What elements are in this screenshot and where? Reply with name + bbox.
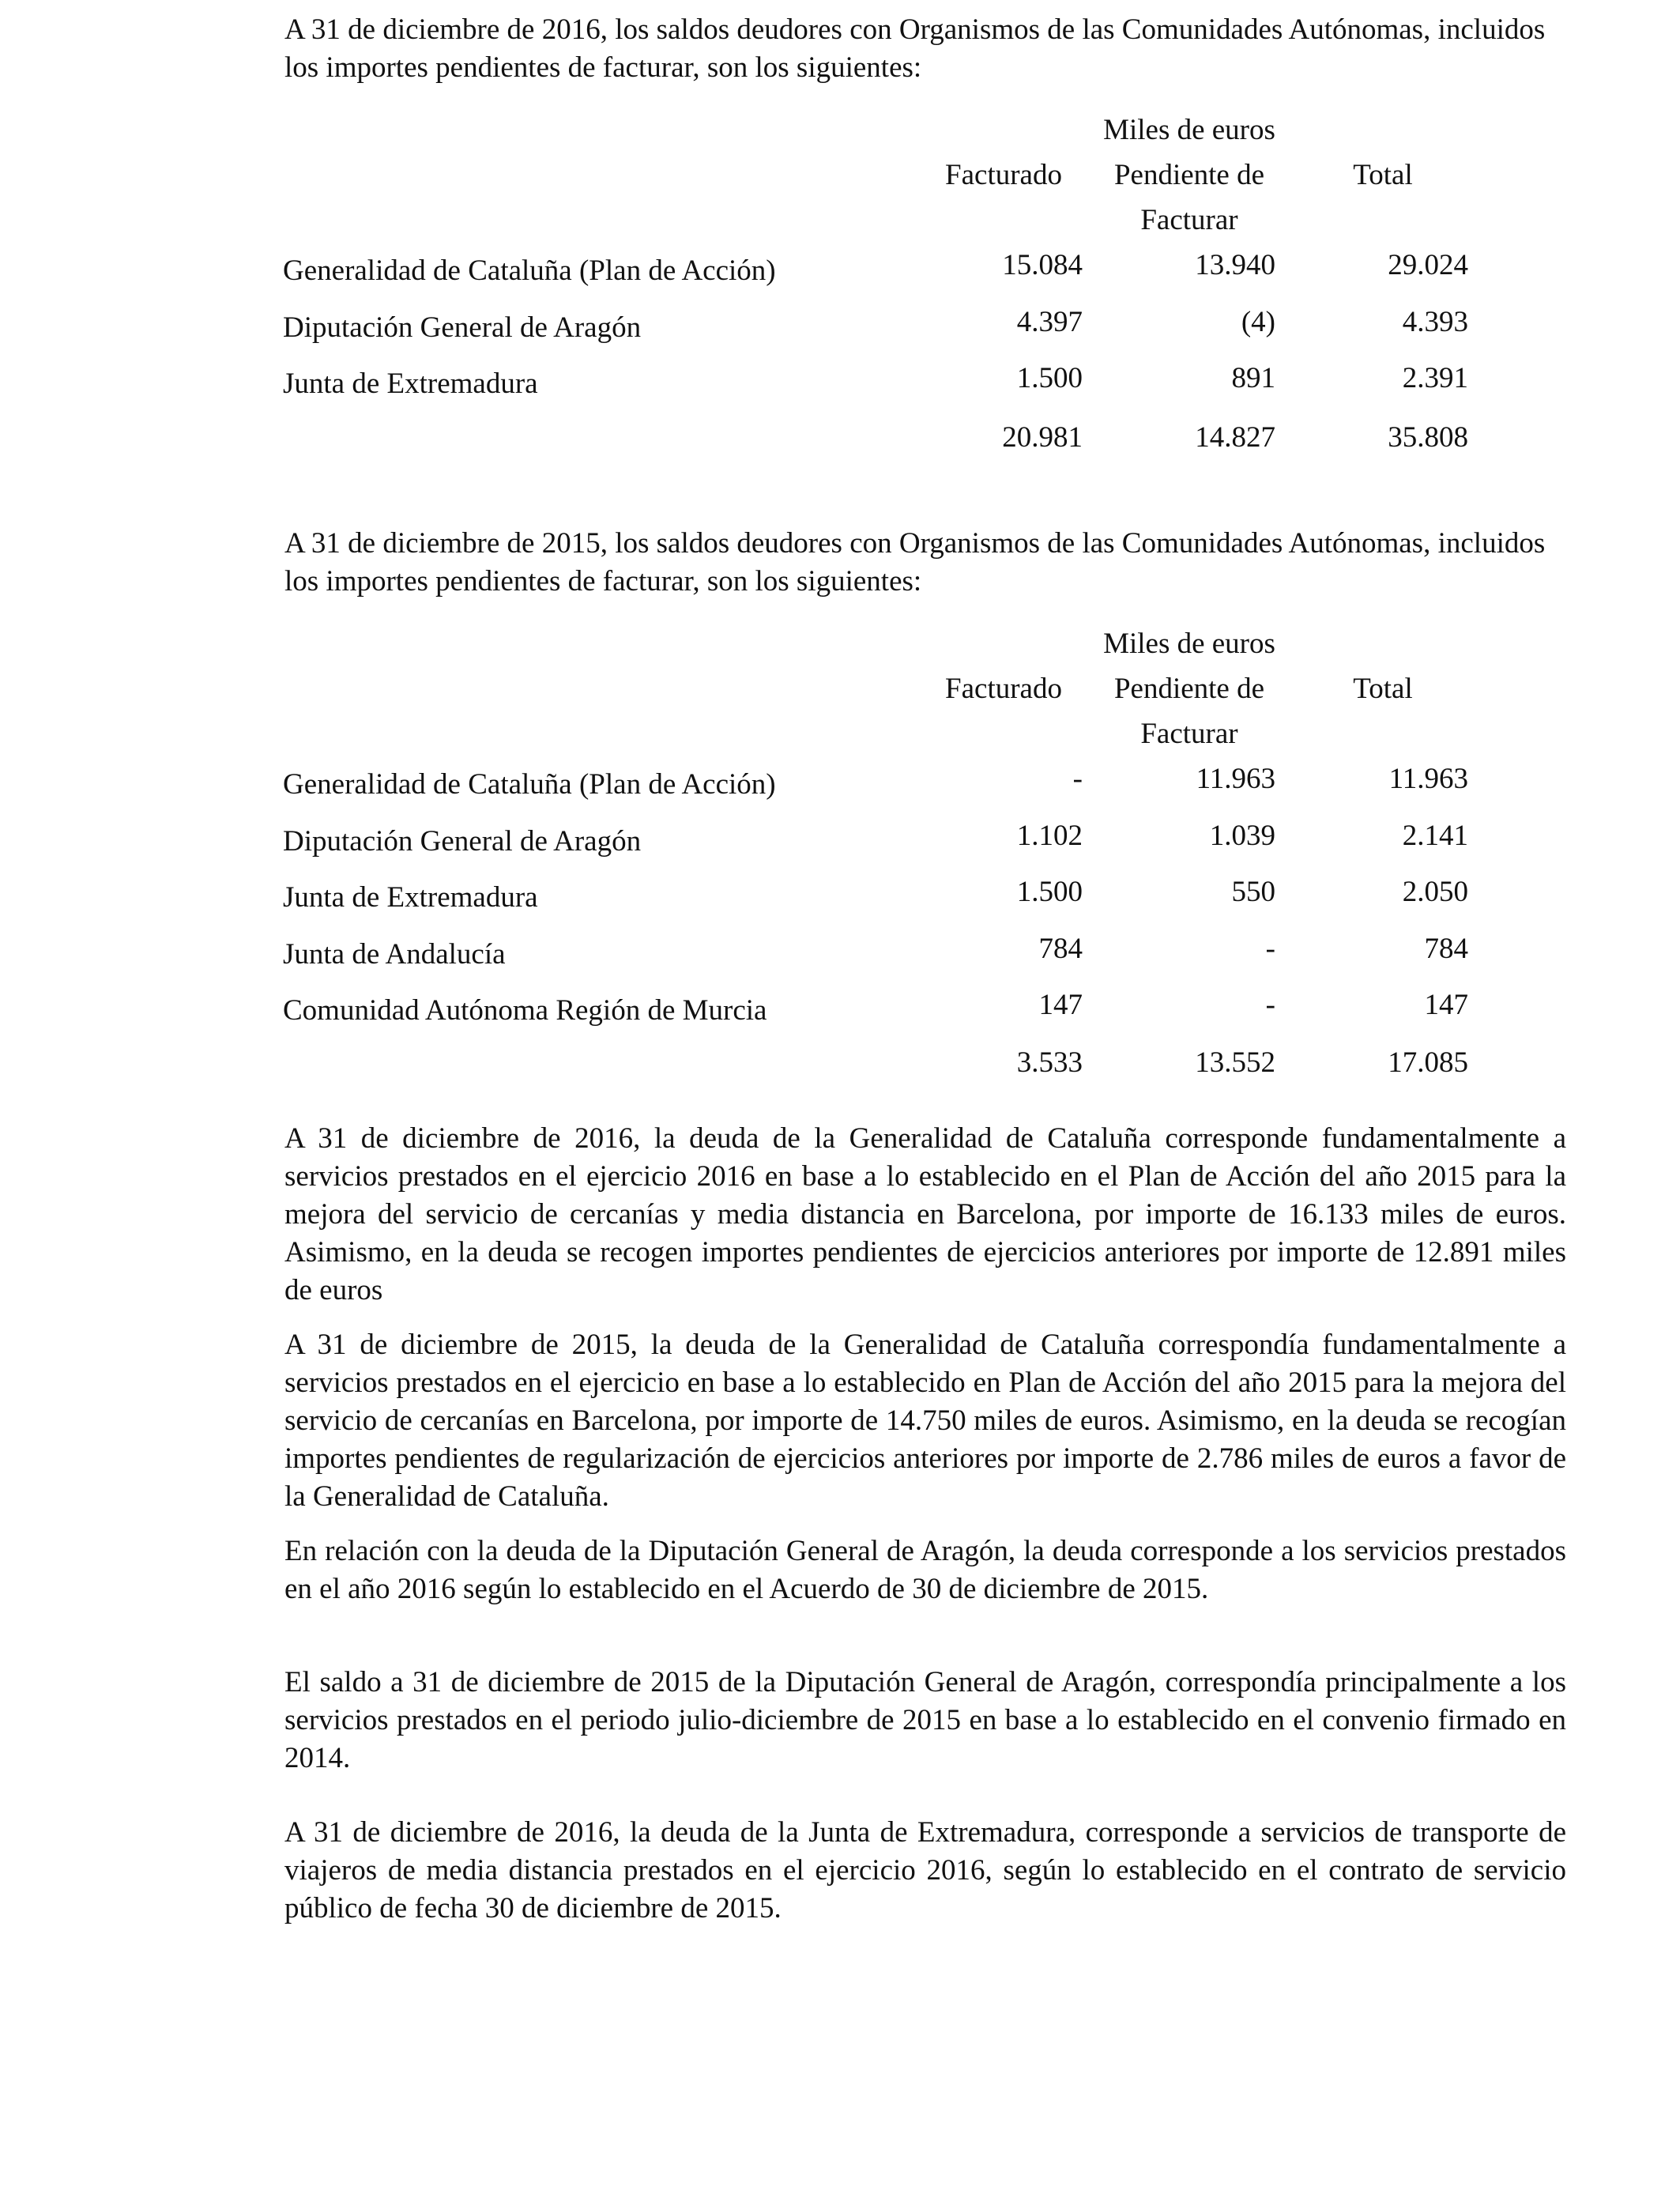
table-cell-pendiente: (4) [1241,306,1275,338]
table-row-entity: Generalidad de Cataluña (Plan de Acción) [283,254,776,287]
table-total-total: 35.808 [1388,421,1468,454]
table-cell-total: 11.963 [1388,763,1468,795]
table-cell-pendiente: 1.039 [1209,820,1275,852]
table-total-facturado: 20.981 [1002,421,1083,454]
table-row-entity: Comunidad Autónoma Región de Murcia [283,994,767,1027]
table-cell-pendiente: 891 [1231,362,1275,394]
intro-2016: A 31 de diciembre de 2016, los saldos deudores con Organismos de las Comunidades Autónomas, incluidos los importes pendientes de facturar, son los siguientes: [284,13,1546,84]
header-unit: Miles de euros [1103,628,1275,660]
table-row-entity: Generalidad de Cataluña (Plan de Acción) [283,768,776,801]
table-row-entity: Diputación General de Aragón [283,311,642,344]
table-cell-facturado: 15.084 [1002,249,1083,281]
paragraph-cataluna-2016: A 31 de diciembre de 2016, la deuda de la Generalidad de Cataluña corresponde fundamentalmente a servicios prestados en el ejercicio 2016 en base a lo establecido en el Plan de Acción del año 2015 para la mejora del servicio de cercanías y media distancia en Barcelona, por importe de 16.133 miles de euros. Asimismo, en la deuda se recogen importes pendientes de ejercicios anteriores por importe de 12.891 miles de euros [284,1122,1566,1306]
table-cell-facturado: 1.500 [1016,876,1083,908]
table-row-entity: Diputación General de Aragón [283,825,642,858]
header-pendiente-line2: Facturar [1140,718,1238,750]
header-unit: Miles de euros [1103,114,1275,146]
paragraph-extremadura-2016: A 31 de diciembre de 2016, la deuda de la Junta de Extremadura, corresponde a servicios de transporte de viajeros de media distancia prestados en el ejercicio 2016, según lo establecido en el contrato de servicio público de fecha 30 de diciembre de 2015. [284,1816,1566,1924]
table-cell-facturado: 1.500 [1016,362,1083,394]
table-cell-pendiente: - [1265,989,1275,1021]
table-total-facturado: 3.533 [1016,1046,1083,1079]
table-cell-total: 4.393 [1402,306,1468,338]
header-facturado: Facturado [945,673,1062,705]
table-cell-facturado: - [1072,763,1083,795]
table-total-pendiente: 13.552 [1195,1046,1275,1079]
table-cell-facturado: 147 [1038,989,1083,1021]
header-total: Total [1353,159,1413,191]
intro-2015: A 31 de diciembre de 2015, los saldos deudores con Organismos de las Comunidades Autónomas, incluidos los importes pendientes de facturar, son los siguientes: [284,527,1546,598]
table-cell-total: 147 [1424,989,1468,1021]
paragraph-cataluna-2015: A 31 de diciembre de 2015, la deuda de la Generalidad de Cataluña correspondía fundamentalmente a servicios prestados en el ejercicio en base a lo establecido en Plan de Acción del año 2015 para la mejora del servicio de cercanías en Barcelona, por importe de 14.750 miles de euros. Asimismo, en la deuda se recogían importes pendientes de regularización de ejercicios anteriores por importe de 2.786 miles de euros a favor de la Generalidad de Cataluña. [284,1329,1566,1513]
table-cell-total: 784 [1424,933,1468,965]
header-total: Total [1353,673,1413,705]
table-total-total: 17.085 [1388,1046,1468,1079]
header-pendiente-line1: Pendiente de [1113,159,1265,191]
table-cell-facturado: 784 [1038,933,1083,965]
table-cell-facturado: 4.397 [1016,306,1083,338]
header-pendiente-line2: Facturar [1140,204,1238,236]
table-cell-facturado: 1.102 [1016,820,1083,852]
table-cell-total: 2.141 [1402,820,1468,852]
table-total-pendiente: 14.827 [1195,421,1275,454]
table-cell-total: 2.050 [1402,876,1468,908]
table-cell-total: 2.391 [1402,362,1468,394]
paragraph-aragon-2016: En relación con la deuda de la Diputación General de Aragón, la deuda corresponde a los servicios prestados en el año 2016 según lo establecido en el Acuerdo de 30 de diciembre de 2015. [284,1535,1566,1605]
table-cell-pendiente: - [1265,933,1275,965]
table-row-entity: Junta de Extremadura [283,881,538,914]
table-cell-pendiente: 13.940 [1195,249,1275,281]
paragraph-aragon-2015: El saldo a 31 de diciembre de 2015 de la Diputación General de Aragón, correspondía principalmente a los servicios prestados en el periodo julio-diciembre de 2015 en base a lo establecido en el convenio firmado en 2014. [284,1666,1566,1774]
table-cell-total: 29.024 [1388,249,1468,281]
header-pendiente-line1: Pendiente de [1113,673,1265,705]
header-facturado: Facturado [945,159,1062,191]
table-cell-pendiente: 11.963 [1196,763,1275,795]
table-row-entity: Junta de Extremadura [283,368,538,400]
table-row-entity: Junta de Andalucía [283,938,506,971]
table-cell-pendiente: 550 [1231,876,1275,908]
